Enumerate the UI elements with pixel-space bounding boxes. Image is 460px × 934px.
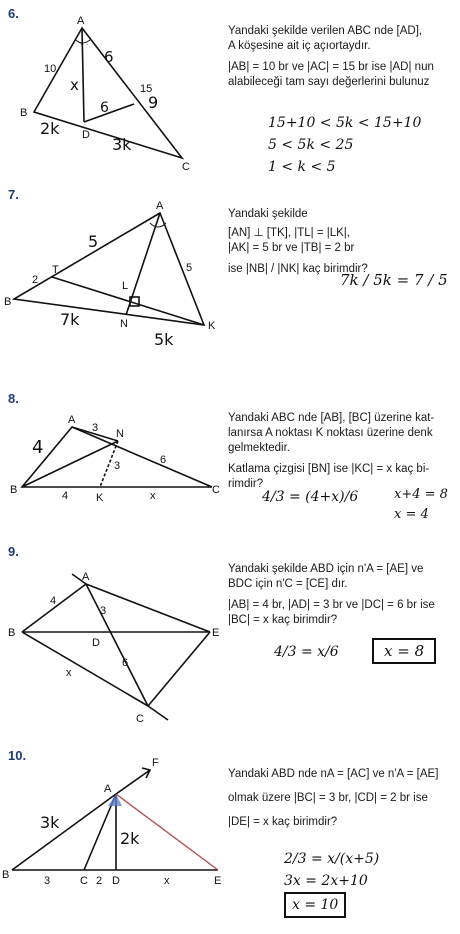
vertex-k: K xyxy=(96,492,104,504)
hand-line: 15+10 < 5k < 15+10 xyxy=(268,115,422,131)
side-ab: 10 xyxy=(44,63,57,75)
question-10 xyxy=(0,740,460,934)
question-text xyxy=(228,207,456,277)
text-line: rimdir? xyxy=(228,478,264,490)
hand-line: x = 4 xyxy=(394,507,429,522)
text-line: lanırsa A noktası K noktası üzerine denk xyxy=(228,427,433,439)
hand-line: 5 < 5k < 25 xyxy=(268,137,354,153)
text-line: Yandaki ABC nde [AB], [BC] üzerine kat- xyxy=(228,412,435,424)
vertex-e: E xyxy=(214,875,222,887)
side-bk: 4 xyxy=(62,490,69,502)
vertex-a: A xyxy=(68,414,76,426)
vertex-d: D xyxy=(82,129,90,141)
svg-text:·: · xyxy=(80,41,83,48)
triangle-figure xyxy=(0,185,225,375)
side-ab: 4 xyxy=(50,595,57,607)
question-text xyxy=(228,562,456,628)
text-line: Yandaki şekilde ABD için n'A = [AE] ve xyxy=(228,563,424,575)
vertex-b: B xyxy=(2,869,10,881)
side-dc: 6 xyxy=(122,657,129,669)
vertex-d: D xyxy=(92,637,100,649)
vertex-b: B xyxy=(4,296,12,308)
text-line: |BC| = x kaç birimdir? xyxy=(228,614,338,626)
side-bc: 3 xyxy=(44,875,51,887)
vertex-c: C xyxy=(136,713,144,725)
question-text xyxy=(228,411,456,492)
vertex-n: N xyxy=(120,318,128,330)
question-number: 8. xyxy=(8,391,19,406)
side-ak: 5 xyxy=(186,262,193,274)
vertex-e: E xyxy=(212,627,220,639)
svg-text:·: · xyxy=(86,41,89,48)
hand-line: x+4 = 8 xyxy=(394,487,448,502)
triangle-figure xyxy=(0,385,225,535)
question-text xyxy=(228,762,456,834)
text-line: BDC için n'C = [CE] dır. xyxy=(228,578,348,590)
question-number: 10. xyxy=(8,748,27,763)
text-line: Katlama çizgisi [BN] ise |KC| = x kaç bi- xyxy=(228,463,430,475)
text-line: A köşesine ait iç açıortaydır. xyxy=(228,40,371,52)
hand-3k: 3k xyxy=(112,135,132,154)
text-line: alabileceği tam sayı değerlerini bulunuz xyxy=(228,76,430,88)
vertex-f: F xyxy=(152,757,159,769)
text-line: |AB| = 4 br, |AD| = 3 br ve |DC| = 6 br ise xyxy=(228,599,435,611)
side-nk: 3 xyxy=(114,460,121,472)
vertex-c: C xyxy=(182,161,190,173)
triangle-figure xyxy=(0,740,225,934)
hand-line: 2/3 = x/(x+5) xyxy=(284,851,380,867)
triangle-figure xyxy=(0,0,225,185)
handwritten-solution-2 xyxy=(394,485,448,525)
side-kc: x xyxy=(150,490,156,502)
side-nc: 6 xyxy=(160,454,167,466)
text-line: gelmektedir. xyxy=(228,442,291,454)
text-line: ise |NB| / |NK| kaç birimdir? xyxy=(228,263,368,275)
side-de: x xyxy=(164,875,170,887)
side-ac: 15 xyxy=(140,83,153,95)
handwritten-solution xyxy=(284,848,379,918)
vertex-l: L xyxy=(122,280,129,292)
vertex-a: A xyxy=(104,783,112,795)
vertex-c: C xyxy=(212,484,220,496)
vertex-b: B xyxy=(20,107,28,119)
vertex-a: A xyxy=(156,200,164,212)
vertex-n: N xyxy=(116,428,124,440)
text-line: Yandaki şekilde verilen ABC nde [AD], xyxy=(228,25,423,37)
vertex-a: A xyxy=(77,15,85,27)
hand-4: 4 xyxy=(32,437,44,458)
question-8 xyxy=(0,385,460,535)
vertex-b: B xyxy=(10,484,18,496)
hand-2k: 2k xyxy=(120,829,140,848)
vertex-b: B xyxy=(8,627,16,639)
hand-line: 1 < k < 5 xyxy=(268,159,336,175)
side-bc: x xyxy=(66,667,72,679)
side-cd: 2 xyxy=(96,875,103,887)
quadrilateral-figure xyxy=(0,540,225,740)
hand-line: 3x = 2x+10 xyxy=(284,873,368,889)
question-number: 6. xyxy=(8,6,19,21)
hand-answer-box: x = 10 xyxy=(284,892,346,918)
handwritten-solution: 7k / 5k = 7 / 5 xyxy=(340,271,448,289)
hand-six: 6 xyxy=(104,48,114,66)
question-7 xyxy=(0,185,460,375)
hand-2k: 2k xyxy=(40,119,60,138)
hand-7k: 7k xyxy=(60,310,80,329)
handwritten-solution-1: 4/3 = (4+x)/6 xyxy=(262,489,359,505)
text-line: Yandaki şekilde xyxy=(228,208,308,220)
vertex-t: T xyxy=(52,264,59,276)
hand-nine: 9 xyxy=(148,93,159,112)
handwritten-solution xyxy=(268,112,421,178)
text-line: [AN] ⊥ [TK], |TL| = |LK|, xyxy=(228,227,350,239)
text-line: |DE| = x kaç birimdir? xyxy=(228,816,338,828)
side-ad: 3 xyxy=(100,605,107,617)
side-tb: 2 xyxy=(32,274,39,286)
handwritten-answer-box: x = 8 xyxy=(372,638,436,664)
vertex-a: A xyxy=(82,571,90,583)
hand-5: 5 xyxy=(88,232,99,251)
vertex-k: K xyxy=(208,320,216,332)
vertex-d: D xyxy=(112,875,120,887)
text-line: olmak üzere |BC| = 3 br, |CD| = 2 br ise xyxy=(228,792,428,804)
question-text xyxy=(228,24,456,90)
text-line: Yandaki ABD nde nA = [AC] ve n'A = [AE] xyxy=(228,768,439,780)
question-9 xyxy=(0,540,460,740)
text-line: |AK| = 5 br ve |TB| = 2 br xyxy=(228,242,355,254)
question-number: 9. xyxy=(8,544,19,559)
hand-3k: 3k xyxy=(40,813,60,832)
handwritten-solution-1: 4/3 = x/6 xyxy=(274,644,339,660)
hand-six-2: 6 xyxy=(100,100,109,116)
side-an: 3 xyxy=(92,422,99,434)
question-6 xyxy=(0,0,460,185)
vertex-c: C xyxy=(80,875,88,887)
question-number: 7. xyxy=(8,187,19,202)
text-line: |AB| = 10 br ve |AC| = 15 br ise |AD| nun xyxy=(228,61,434,73)
hand-5k: 5k xyxy=(154,330,174,349)
hand-x: x xyxy=(70,76,79,94)
